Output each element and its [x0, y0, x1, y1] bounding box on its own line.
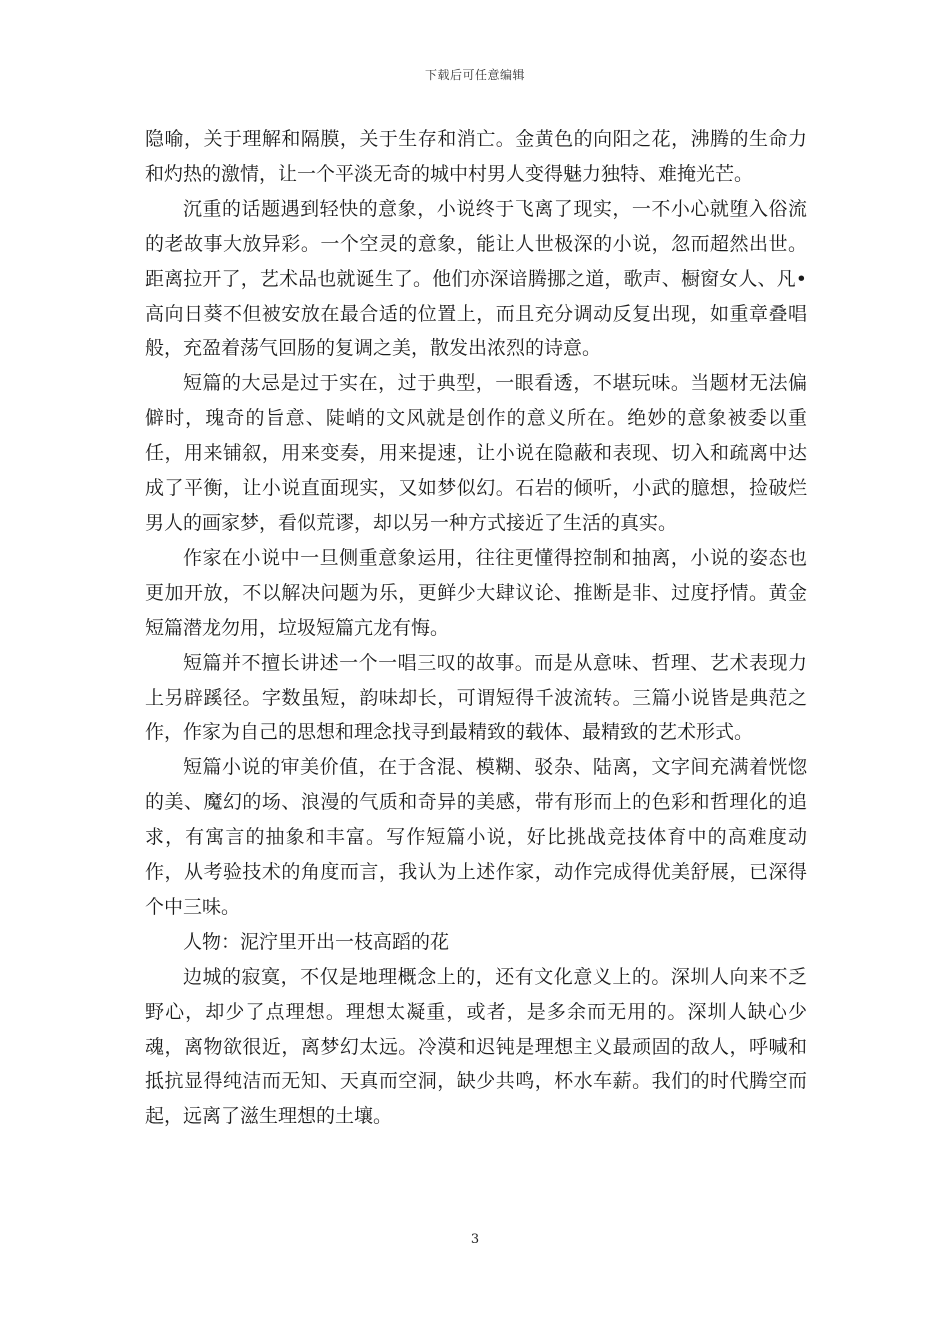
page-header: 下载后可任意编辑 [424, 68, 525, 82]
paragraph-1: 隐喻，关于理解和隔膜，关于生存和消亡。金黄色的向阳之花，沸腾的生命力和灼热的激情，让一个平淡无奇的城中村男人变得魅力独特、难掩光芒。 [145, 128, 807, 185]
section-heading: 人物：泥泞里开出一枝高蹈的花 [183, 930, 450, 953]
paragraph-5: 短篇并不擅长讲述一个一唱三叹的故事。而是从意味、哲理、艺术表现力上另辟蹊径。字数虽短，韵味却长，可谓短得千波流转。三篇小说皆是典范之作，作家为自己的思想和理念找寻到最精致的载体、最精致的艺术形式。 [145, 651, 807, 744]
paragraph-2: 沉重的话题遇到轻快的意象，小说终于飞离了现实，一不小心就堕入俗流的老故事大放异彩。一个空灵的意象，能让人世极深的小说，忽而超然出世。距离拉开了，艺术品也就诞生了。他们亦深谙腾挪之道，歌声、橱窗女人、凡•高向日葵不但被安放在最合适的位置上，而且充分调动反复出现，如重章叠唱般，充盈着荡气回肠的复调之美，散发出浓烈的诗意。 [145, 197, 807, 360]
paragraph-7: 边城的寂寞，不仅是地理概念上的，还有文化意义上的。深圳人向来不乏野心，却少了点理想。理想太凝重，或者，是多余而无用的。深圳人缺心少魂，离物欲很近，离梦幻太远。冷漠和迟钝是理想主义最顽固的敌人，呼喊和抵抗显得纯洁而无知、天真而空洞，缺少共鸣，杯水车薪。我们的时代腾空而起，远离了滋生理想的土壤。 [145, 965, 807, 1128]
body-text [145, 122, 807, 1134]
paragraph-4: 作家在小说中一旦侧重意象运用，往往更懂得控制和抽离，小说的姿态也更加开放，不以解决问题为乐，更鲜少大肆议论、推断是非、过度抒情。黄金短篇潜龙勿用，垃圾短篇亢龙有悔。 [145, 546, 807, 639]
paragraph-3: 短篇的大忌是过于实在，过于典型，一眼看透，不堪玩味。当题材无法偏僻时，瑰奇的旨意、陡峭的文风就是创作的意义所在。绝妙的意象被委以重任，用来铺叙，用来变奏，用来提速，让小说在隐蔽和表现、切入和疏离中达成了平衡，让小说直面现实，又如梦似幻。石岩的倾听，小武的臆想，捡破烂男人的画家梦，看似荒谬，却以另一种方式接近了生活的真实。 [145, 372, 807, 534]
paragraph-6: 短篇小说的审美价值，在于含混、模糊、驳杂、陆离，文字间充满着恍惚的美、魔幻的场、浪漫的气质和奇异的美感，带有形而上的色彩和哲理化的追求，有寓言的抽象和丰富。写作短篇小说，好比挑战竞技体育中的高难度动作，从考验技术的角度而言，我认为上述作家，动作完成得优美舒展，已深得个中三味。 [145, 756, 807, 918]
page-number: 3 [470, 1232, 480, 1247]
